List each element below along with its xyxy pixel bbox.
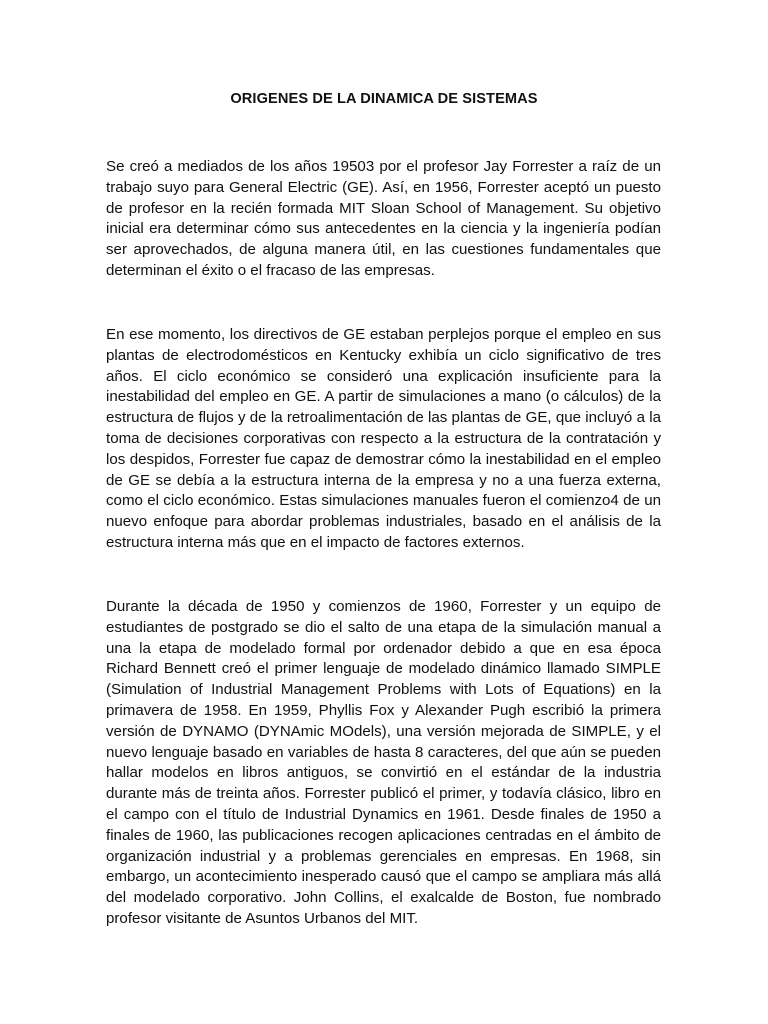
paragraph-ge-employment: En ese momento, los directivos de GE estaban perplejos porque el empleo en sus plantas de electrodomésticos en Kentucky exhibía un ciclo significativo de tres años. El ciclo económico se consideró una explicación insuficiente para la inestabilidad del empleo en GE. A partir de simulaciones a mano (o cálculos) de la estructura de flujos y de la retroalimentación de las plantas de GE, que incluyó a la toma de decisiones corporativas con respecto a la estructura de la contratación y los despidos, Forrester fue capaz de demostrar cómo la inestabilidad en el empleo de GE se debía a la estructura interna de la empresa y no a una fuerza externa, como el ciclo económico. Estas simulaciones manuales fueron el comienzo4 de un nuevo enfoque para abordar problemas industriales, basado en el análisis de la estructura interna más que en el impacto de factores externos. — [106, 326, 661, 551]
document-title: ORIGENES DE LA DINAMICA DE SISTEMAS — [230, 91, 538, 107]
paragraph-dynamo-history: Durante la década de 1950 y comienzos de 1960, Forrester y un equipo de estudiantes de postgrado se dio el salto de una etapa de la simulación manual a una la etapa de modelado formal por ordenador debido a que en esa época Richard Bennett creó el primer lenguaje de modelado dinámico llamado SIMPLE (Simulation of Industrial Management Problems with Lots of Equations) en la primavera de 1958. En 1959, Phyllis Fox y Alexander Pugh escribió la primera versión de DYNAMO (DYNAmic MOdels), una versión mejorada de SIMPLE, y el nuevo lenguaje basado en variables de hasta 8 caracteres, del que aún se pueden hallar modelos en libros antiguos, se convirtió en el estándar de la industria durante más de treinta años. Forrester publicó el primer, y todavía clásico, libro en el campo con el título de Industrial Dynamics en 1961. Desde finales de 1950 a finales de 1960, las publicaciones recogen aplicaciones centradas en el ámbito de organización industrial y a problemas gerenciales en empresas. En 1968, sin embargo, un acontecimiento inesperado causó que el campo se ampliara más allá del modelado corporativo. John Collins, el exalcalde de Boston, fue nombrado profesor visitante de Asuntos Urbanos del MIT. — [106, 598, 661, 927]
paragraph-origins: Se creó a mediados de los años 19503 por el profesor Jay Forrester a raíz de un trabajo suyo para General Electric (GE). Así, en 1956, Forrester aceptó un puesto de profesor en la recién formada MIT Sloan School of Management. Su objetivo inicial era determinar cómo sus antecedentes en la ciencia y la ingeniería podían ser aprovechados, de alguna manera útil, en las cuestiones fundamentales que determinan el éxito o el fracaso de las empresas. — [106, 158, 661, 279]
